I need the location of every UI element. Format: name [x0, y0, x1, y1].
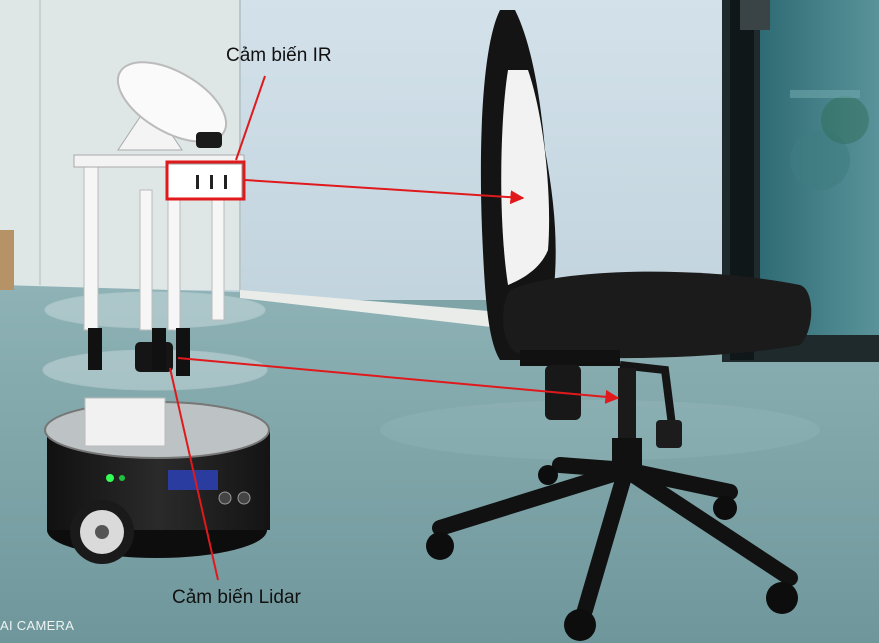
chair-seat	[503, 272, 811, 359]
cardboard-box	[0, 230, 14, 290]
chair-gas-lift	[618, 368, 636, 440]
robot-wheel	[70, 500, 134, 564]
camera-watermark: AI CAMERA	[0, 618, 75, 633]
lidar-sensor-label: Cảm biến Lidar	[172, 587, 301, 608]
ir-sensor-array	[168, 164, 242, 198]
ir-sensor-label: Cảm biến IR	[226, 45, 332, 66]
robot-battery-box	[85, 398, 165, 446]
status-led	[106, 474, 114, 482]
